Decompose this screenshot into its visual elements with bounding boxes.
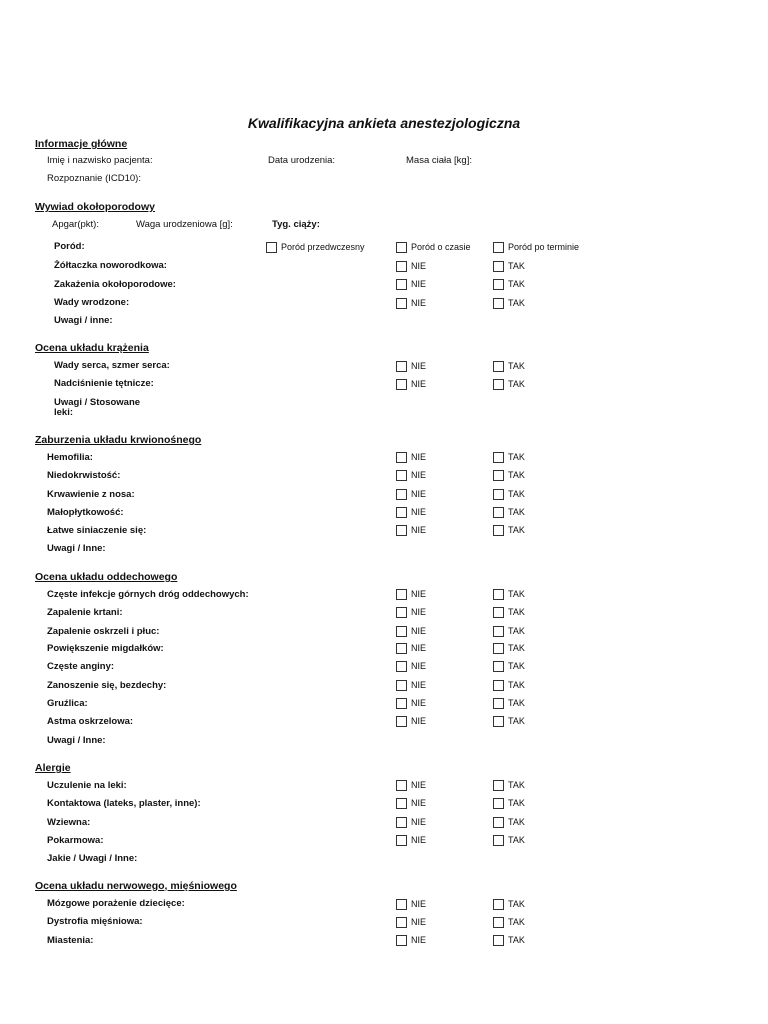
notes-label: Jakie / Uwagi / Inne: bbox=[47, 853, 138, 864]
nie-checkbox[interactable] bbox=[396, 899, 407, 910]
notes-label: Uwagi / inne: bbox=[54, 315, 113, 326]
row-label: Częste anginy: bbox=[47, 661, 115, 672]
row-label: Wady serca, szmer serca: bbox=[54, 360, 170, 371]
nie-label: NIE bbox=[411, 643, 427, 653]
tak-checkbox[interactable] bbox=[493, 680, 504, 691]
row-label: Zakażenia okołoporodowe: bbox=[54, 279, 176, 290]
body-mass-label: Masa ciała [kg]: bbox=[406, 155, 472, 166]
nie-checkbox[interactable] bbox=[396, 470, 407, 481]
tak-label: TAK bbox=[508, 917, 525, 927]
nie-label: NIE bbox=[411, 261, 427, 271]
notes-label: Uwagi / Inne: bbox=[47, 735, 106, 746]
nie-checkbox[interactable] bbox=[396, 361, 407, 372]
tak-checkbox[interactable] bbox=[493, 817, 504, 828]
patient-name-label: Imię i nazwisko pacjenta: bbox=[47, 155, 153, 166]
nie-label: NIE bbox=[411, 489, 427, 499]
tak-checkbox[interactable] bbox=[493, 798, 504, 809]
tak-checkbox[interactable] bbox=[493, 525, 504, 536]
tak-label: TAK bbox=[508, 680, 525, 690]
row-label: Powiększenie migdałków: bbox=[47, 643, 164, 654]
diagnosis-label: Rozpoznanie (ICD10): bbox=[47, 173, 141, 184]
tak-label: TAK bbox=[508, 698, 525, 708]
nie-label: NIE bbox=[411, 716, 427, 726]
nie-checkbox[interactable] bbox=[396, 379, 407, 390]
tak-checkbox[interactable] bbox=[493, 899, 504, 910]
preterm-checkbox[interactable] bbox=[266, 242, 277, 253]
term-label: Poród o czasie bbox=[411, 242, 471, 252]
nie-checkbox[interactable] bbox=[396, 525, 407, 536]
tak-label: TAK bbox=[508, 470, 525, 480]
nie-label: NIE bbox=[411, 780, 427, 790]
tak-checkbox[interactable] bbox=[493, 452, 504, 463]
tak-label: TAK bbox=[508, 507, 525, 517]
nie-checkbox[interactable] bbox=[396, 716, 407, 727]
row-label: Kontaktowa (lateks, plaster, inne): bbox=[47, 798, 201, 809]
pregnancy-week-label: Tyg. ciąży: bbox=[272, 219, 320, 230]
apgar-label: Apgar(pkt): bbox=[52, 219, 99, 230]
tak-checkbox[interactable] bbox=[493, 698, 504, 709]
nie-label: NIE bbox=[411, 589, 427, 599]
section-heading-blood: Zaburzenia układu krwionośnego bbox=[35, 434, 202, 446]
nie-checkbox[interactable] bbox=[396, 680, 407, 691]
preterm-label: Poród przedwczesny bbox=[281, 242, 365, 252]
section-heading-circulatory: Ocena układu krążenia bbox=[35, 342, 149, 354]
row-label: Hemofilia: bbox=[47, 452, 93, 463]
nie-label: NIE bbox=[411, 470, 427, 480]
section-heading-neuro: Ocena układu nerwowego, mięśniowego bbox=[35, 880, 237, 892]
nie-label: NIE bbox=[411, 379, 427, 389]
row-label: Zanoszenie się, bezdechy: bbox=[47, 680, 167, 691]
row-label: Uczulenie na leki: bbox=[47, 780, 127, 791]
delivery-label: Poród: bbox=[54, 241, 85, 252]
row-label: Żółtaczka noworodkowa: bbox=[54, 260, 167, 271]
nie-label: NIE bbox=[411, 361, 427, 371]
tak-checkbox[interactable] bbox=[493, 716, 504, 727]
tak-checkbox[interactable] bbox=[493, 935, 504, 946]
row-label: Zapalenie krtani: bbox=[47, 607, 123, 618]
nie-checkbox[interactable] bbox=[396, 507, 407, 518]
row-label: Zapalenie oskrzeli i płuc: bbox=[47, 626, 160, 637]
tak-label: TAK bbox=[508, 489, 525, 499]
tak-label: TAK bbox=[508, 452, 525, 462]
nie-checkbox[interactable] bbox=[396, 661, 407, 672]
nie-checkbox[interactable] bbox=[396, 607, 407, 618]
row-label: Małopłytkowość: bbox=[47, 507, 124, 518]
term-checkbox[interactable] bbox=[396, 242, 407, 253]
tak-checkbox[interactable] bbox=[493, 261, 504, 272]
tak-label: TAK bbox=[508, 298, 525, 308]
nie-checkbox[interactable] bbox=[396, 917, 407, 928]
section-heading-perinatal: Wywiad okołoporodowy bbox=[35, 201, 155, 213]
tak-label: TAK bbox=[508, 661, 525, 671]
nie-checkbox[interactable] bbox=[396, 817, 407, 828]
nie-label: NIE bbox=[411, 525, 427, 535]
tak-checkbox[interactable] bbox=[493, 470, 504, 481]
row-label: Częste infekcje górnych dróg oddechowych: bbox=[47, 589, 249, 600]
row-label: Wziewna: bbox=[47, 817, 91, 828]
nie-label: NIE bbox=[411, 935, 427, 945]
tak-checkbox[interactable] bbox=[493, 643, 504, 654]
tak-checkbox[interactable] bbox=[493, 626, 504, 637]
tak-checkbox[interactable] bbox=[493, 279, 504, 290]
tak-checkbox[interactable] bbox=[493, 607, 504, 618]
tak-checkbox[interactable] bbox=[493, 780, 504, 791]
tak-checkbox[interactable] bbox=[493, 589, 504, 600]
nie-checkbox[interactable] bbox=[396, 643, 407, 654]
tak-label: TAK bbox=[508, 798, 525, 808]
nie-label: NIE bbox=[411, 626, 427, 636]
tak-label: TAK bbox=[508, 279, 525, 289]
row-label: Miastenia: bbox=[47, 935, 94, 946]
tak-label: TAK bbox=[508, 716, 525, 726]
nie-checkbox[interactable] bbox=[396, 279, 407, 290]
tak-label: TAK bbox=[508, 643, 525, 653]
nie-label: NIE bbox=[411, 680, 427, 690]
nie-checkbox[interactable] bbox=[396, 780, 407, 791]
nie-checkbox[interactable] bbox=[396, 698, 407, 709]
row-label: Dystrofia mięśniowa: bbox=[47, 916, 143, 927]
tak-label: TAK bbox=[508, 379, 525, 389]
nie-checkbox[interactable] bbox=[396, 489, 407, 500]
notes-label: Uwagi / Stosowane bbox=[54, 397, 141, 408]
nie-label: NIE bbox=[411, 607, 427, 617]
row-label: Mózgowe porażenie dziecięce: bbox=[47, 898, 185, 909]
tak-label: TAK bbox=[508, 261, 525, 271]
nie-label: NIE bbox=[411, 917, 427, 927]
row-label: Niedokrwistość: bbox=[47, 470, 121, 481]
tak-label: TAK bbox=[508, 835, 525, 845]
nie-label: NIE bbox=[411, 698, 427, 708]
nie-label: NIE bbox=[411, 817, 427, 827]
notes-label-cont: leki: bbox=[54, 407, 74, 418]
tak-checkbox[interactable] bbox=[493, 298, 504, 309]
tak-label: TAK bbox=[508, 589, 525, 599]
row-label: Łatwe siniaczenie się: bbox=[47, 525, 147, 536]
nie-label: NIE bbox=[411, 835, 427, 845]
row-label: Gruźlica: bbox=[47, 698, 88, 709]
nie-label: NIE bbox=[411, 661, 427, 671]
tak-label: TAK bbox=[508, 817, 525, 827]
tak-checkbox[interactable] bbox=[493, 661, 504, 672]
tak-label: TAK bbox=[508, 780, 525, 790]
nie-checkbox[interactable] bbox=[396, 261, 407, 272]
postterm-label: Poród po terminie bbox=[508, 242, 580, 252]
nie-label: NIE bbox=[411, 452, 427, 462]
birth-date-label: Data urodzenia: bbox=[268, 155, 336, 166]
row-label: Pokarmowa: bbox=[47, 835, 104, 846]
row-label: Krwawienie z nosa: bbox=[47, 489, 135, 500]
nie-label: NIE bbox=[411, 507, 427, 517]
tak-checkbox[interactable] bbox=[493, 379, 504, 390]
nie-checkbox[interactable] bbox=[396, 298, 407, 309]
nie-checkbox[interactable] bbox=[396, 935, 407, 946]
tak-label: TAK bbox=[508, 899, 525, 909]
tak-checkbox[interactable] bbox=[493, 917, 504, 928]
tak-checkbox[interactable] bbox=[493, 507, 504, 518]
nie-label: NIE bbox=[411, 279, 427, 289]
tak-label: TAK bbox=[508, 935, 525, 945]
tak-label: TAK bbox=[508, 525, 525, 535]
nie-label: NIE bbox=[411, 798, 427, 808]
tak-label: TAK bbox=[508, 626, 525, 636]
notes-label: Uwagi / Inne: bbox=[47, 543, 106, 554]
nie-checkbox[interactable] bbox=[396, 589, 407, 600]
row-label: Wady wrodzone: bbox=[54, 297, 130, 308]
tak-checkbox[interactable] bbox=[493, 361, 504, 372]
row-label: Astma oskrzelowa: bbox=[47, 716, 134, 727]
row-label: Nadciśnienie tętnicze: bbox=[54, 378, 154, 389]
nie-label: NIE bbox=[411, 899, 427, 909]
section-heading-general: Informacje główne bbox=[35, 138, 128, 150]
section-heading-respiratory: Ocena układu oddechowego bbox=[35, 571, 178, 583]
tak-checkbox[interactable] bbox=[493, 489, 504, 500]
tak-checkbox[interactable] bbox=[493, 835, 504, 846]
nie-checkbox[interactable] bbox=[396, 452, 407, 463]
nie-label: NIE bbox=[411, 298, 427, 308]
nie-checkbox[interactable] bbox=[396, 835, 407, 846]
page-title: Kwalifikacyjna ankieta anestezjologiczna bbox=[247, 115, 521, 131]
postterm-checkbox[interactable] bbox=[493, 242, 504, 253]
section-heading-allergies: Alergie bbox=[35, 762, 71, 774]
nie-checkbox[interactable] bbox=[396, 798, 407, 809]
birth-weight-label: Waga urodzeniowa [g]: bbox=[136, 219, 233, 230]
tak-label: TAK bbox=[508, 361, 525, 371]
nie-checkbox[interactable] bbox=[396, 626, 407, 637]
tak-label: TAK bbox=[508, 607, 525, 617]
